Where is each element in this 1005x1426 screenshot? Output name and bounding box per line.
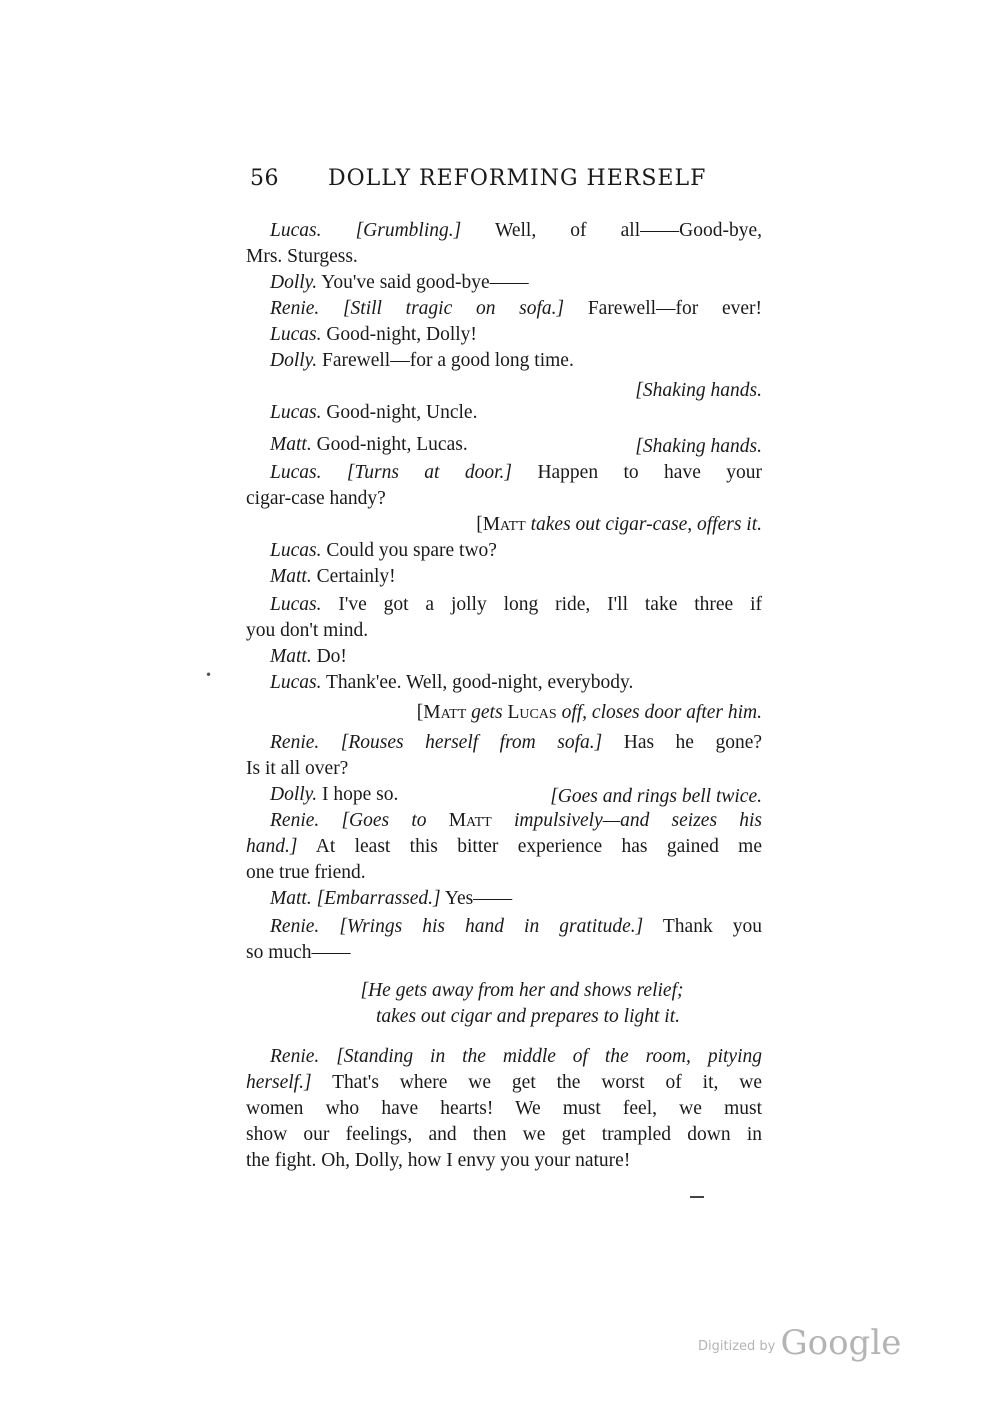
text-line [270, 538, 497, 564]
text-line [270, 730, 762, 756]
bracket: [ [416, 702, 424, 723]
stage-direction: takes out cigar-case, offers it. [525, 514, 762, 535]
text-line [270, 564, 396, 590]
text-line [270, 592, 762, 618]
dialogue: show our feelings, and then we get trampled down in [246, 1124, 762, 1145]
text-line [270, 218, 762, 244]
text-line [270, 296, 762, 322]
text-line [270, 400, 477, 426]
speaker-name: Lucas. [270, 672, 322, 693]
stage-direction: [Wrings his hand in gratitude.] [339, 916, 644, 937]
speaker-name: Renie. [270, 298, 320, 319]
dialogue: women who have hearts! We must feel, we must [246, 1098, 762, 1119]
speaker-name: Lucas. [270, 324, 322, 345]
text-line [270, 914, 762, 940]
text-line [246, 940, 351, 966]
scan-speck: • [205, 668, 213, 682]
stage-direction: [Embarrassed.] [316, 888, 441, 909]
speaker-name: Lucas. [270, 540, 322, 561]
text-line [270, 808, 762, 834]
text-line [270, 886, 512, 912]
stage-direction: [Rouses herself from sofa.] [340, 732, 603, 753]
speaker-name: Matt. [270, 566, 312, 587]
character-name: Lucas [507, 702, 557, 723]
speaker-name: Lucas. [270, 594, 322, 615]
speaker-name: Matt. [270, 434, 312, 455]
stage-direction: off, closes door after him. [556, 702, 762, 723]
speaker-name: Dolly. [270, 784, 318, 805]
stage-direction: [Goes and rings bell twice. [550, 786, 762, 807]
text-line [550, 784, 762, 810]
dialogue: Good-night, Dolly! [326, 324, 477, 345]
text-line [246, 244, 358, 270]
text-line [270, 644, 347, 670]
text-line [246, 756, 348, 782]
speaker-name: Dolly. [270, 350, 318, 371]
text-line [270, 1044, 762, 1070]
text-line [270, 670, 633, 696]
speaker-name: Lucas. [270, 402, 322, 423]
text-line [246, 978, 762, 1004]
character-name: Matt [423, 702, 467, 723]
text-line [246, 618, 368, 644]
stage-direction: [Still tragic on sofa.] [342, 298, 565, 319]
text-line [417, 700, 762, 726]
speaker-name: Matt. [270, 888, 312, 909]
scan-speck [690, 1196, 704, 1198]
text-line [635, 434, 762, 460]
dialogue: Thank you [662, 916, 762, 937]
stage-direction: hand.] [246, 836, 298, 857]
stage-direction: [He gets away from her and shows relief; [360, 980, 684, 1001]
text-line [270, 432, 468, 458]
dialogue: I hope so. [322, 784, 399, 805]
text-line [270, 782, 398, 808]
text-line [246, 860, 366, 886]
dialogue: Farewell—for a good long time. [322, 350, 574, 371]
google-logo: Google [780, 1323, 902, 1363]
dialogue: Certainly! [316, 566, 396, 587]
dialogue: Is it all over? [246, 758, 349, 779]
stage-direction: [Grumbling.] [355, 220, 462, 241]
text-line [246, 1096, 762, 1122]
text-line [270, 270, 529, 296]
text-line [476, 512, 762, 538]
dialogue: Mrs. Sturgess. [246, 246, 358, 267]
speaker-name: Lucas. [270, 462, 322, 483]
running-title: DOLLY REFORMING HERSELF [328, 166, 707, 191]
dialogue: one true friend. [246, 862, 366, 883]
text-line [246, 1070, 762, 1096]
page-number: 56 [250, 166, 279, 191]
dialogue: Well, of all——Good-bye, [494, 220, 762, 241]
speaker-name: Lucas. [270, 220, 322, 241]
dialogue: you don't mind. [246, 620, 369, 641]
dialogue: Yes—— [444, 888, 513, 909]
dialogue: Happen to have your [537, 462, 763, 483]
text-line [270, 348, 574, 374]
stage-direction: takes out cigar and prepares to light it. [375, 1006, 681, 1027]
watermark-small-text: Digitized by [698, 1339, 776, 1354]
stage-direction: [Shaking hands. [635, 380, 762, 401]
stage-direction: impulsively—and seizes his [491, 810, 762, 831]
stage-direction: [Shaking hands. [635, 436, 762, 457]
dialogue: Do! [316, 646, 347, 667]
dialogue: Has he gone? [623, 732, 763, 753]
text-line [246, 1004, 762, 1030]
speaker-name: Renie. [270, 810, 320, 831]
dialogue: That's where we get the worst of it, we [332, 1072, 762, 1093]
dialogue: You've said good-bye—— [321, 272, 529, 293]
text-line [635, 378, 762, 404]
dialogue: Farewell—for ever! [587, 298, 763, 319]
bracket: [ [476, 514, 483, 535]
text-line [270, 322, 477, 348]
speaker-name: Renie. [270, 916, 320, 937]
dialogue: Thank'ee. Well, good-night, everybody. [326, 672, 634, 693]
speaker-name: Renie. [270, 1046, 320, 1067]
speaker-name: Matt. [270, 646, 312, 667]
character-name: Matt [482, 514, 526, 535]
text-line [246, 834, 762, 860]
stage-direction: [Turns at door.] [346, 462, 513, 483]
text-line [270, 460, 762, 486]
text-line [246, 1122, 762, 1148]
dialogue: cigar-case handy? [246, 488, 386, 509]
dialogue: Good-night, Uncle. [326, 402, 478, 423]
dialogue: Good-night, Lucas. [316, 434, 468, 455]
dialogue: I've got a jolly long ride, I'll take three if [338, 594, 762, 615]
stage-direction: [Standing in the middle of the room, pitying [336, 1046, 763, 1067]
stage-direction: gets [466, 702, 508, 723]
dialogue: Could you spare two? [326, 540, 497, 561]
stage-direction: herself.] [246, 1072, 312, 1093]
digitized-by-google-watermark [698, 1323, 901, 1363]
speaker-name: Renie. [270, 732, 320, 753]
dialogue: the fight. Oh, Dolly, how I envy you your nature! [246, 1150, 631, 1171]
stage-direction: [Goes to [341, 810, 449, 831]
text-line [246, 486, 386, 512]
character-name: Matt [448, 810, 492, 831]
speaker-name: Dolly. [270, 272, 318, 293]
dialogue: At least this bitter experience has gained me [315, 836, 762, 857]
text-line [246, 1148, 630, 1174]
dialogue: so much—— [246, 942, 351, 963]
